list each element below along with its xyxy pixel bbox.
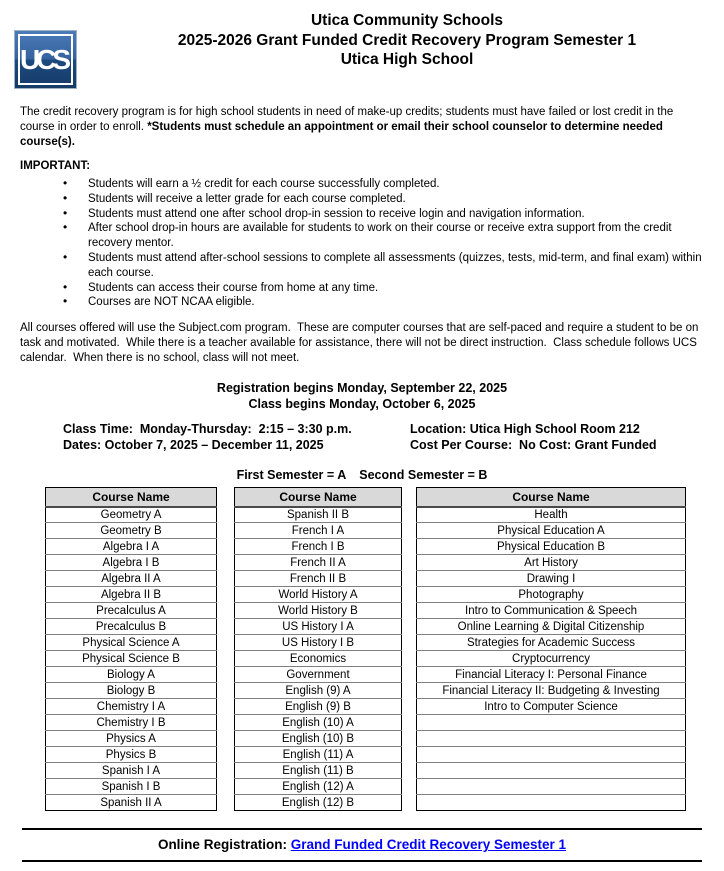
course-row <box>46 667 217 683</box>
course-row <box>235 731 402 747</box>
ucs-logo <box>14 30 77 89</box>
cost-line: Cost Per Course: No Cost: Grant Funded <box>410 438 657 453</box>
bullet-icon: • <box>63 220 68 235</box>
course-cell: Precalculus B <box>46 619 217 635</box>
course-row <box>417 731 686 747</box>
course-row <box>417 763 686 779</box>
course-cell: Drawing I <box>417 571 686 587</box>
course-cell: Intro to Communication & Speech <box>417 603 686 619</box>
course-cell: Intro to Computer Science <box>417 699 686 715</box>
course-row <box>235 603 402 619</box>
course-name-header: Course Name <box>417 488 686 507</box>
course-row <box>235 523 402 539</box>
course-name-header: Course Name <box>235 488 402 507</box>
program-paragraph: All courses offered will use the Subject.com program. These are computer courses that are self-paced and require a student to be on task and motivated. While there is a teacher available for assistance, there will not be direct instruction. Class schedule follows UCS calendar. When there is no school, class will not meet. <box>20 322 702 365</box>
course-cell: Algebra II A <box>46 571 217 587</box>
course-table-2-wrap <box>234 487 402 811</box>
course-cell: Financial Literacy II: Budgeting & Investing <box>417 683 686 699</box>
course-row <box>417 635 686 651</box>
bullet-text: Students must attend after-school sessions to complete all assessments (quizzes, tests, mid-term, and final exam) within each course. <box>88 251 705 279</box>
course-row <box>46 779 217 795</box>
intro-text: The credit recovery program is for high school students in need of make-up credits; students must have failed or lost credit in the course in order to enroll. <box>20 106 677 133</box>
bullet-icon: • <box>63 190 68 205</box>
bullet-text: Students can access their course from home at any time. <box>88 281 379 294</box>
course-row <box>235 635 402 651</box>
ucs-logo-text: UCS <box>19 43 68 75</box>
course-row <box>235 587 402 603</box>
course-row <box>417 683 686 699</box>
course-cell: US History I B <box>235 635 402 651</box>
course-table-2 <box>234 487 402 811</box>
course-row <box>235 571 402 587</box>
bullet-item <box>63 192 704 207</box>
course-cell: Financial Literacy I: Personal Finance <box>417 667 686 683</box>
course-row <box>235 747 402 763</box>
course-row <box>46 747 217 763</box>
course-cell: Cryptocurrency <box>417 651 686 667</box>
course-cell: Photography <box>417 587 686 603</box>
bullet-item <box>63 281 704 296</box>
course-cell: English (12) B <box>235 795 402 811</box>
course-table-3 <box>416 487 686 811</box>
course-row <box>417 747 686 763</box>
course-cell <box>417 763 686 779</box>
course-row <box>417 571 686 587</box>
course-cell: Art History <box>417 555 686 571</box>
course-cell: Physics B <box>46 747 217 763</box>
course-cell: Physics A <box>46 731 217 747</box>
course-row <box>235 667 402 683</box>
course-cell <box>417 779 686 795</box>
course-cell: Geometry A <box>46 507 217 523</box>
course-cell: Online Learning & Digital Citizenship <box>417 619 686 635</box>
course-cell: Chemistry I A <box>46 699 217 715</box>
course-row <box>46 651 217 667</box>
course-cell: French I B <box>235 539 402 555</box>
course-row <box>417 795 686 811</box>
course-row <box>235 779 402 795</box>
course-name-header: Course Name <box>46 488 217 507</box>
course-cell: Economics <box>235 651 402 667</box>
course-cell: Spanish I A <box>46 763 217 779</box>
class-time-line: Class Time: Monday-Thursday: 2:15 – 3:30 p.m. <box>63 421 352 436</box>
course-row <box>417 779 686 795</box>
course-cell: US History I A <box>235 619 402 635</box>
course-row <box>235 555 402 571</box>
course-row <box>46 731 217 747</box>
course-cell: World History B <box>235 603 402 619</box>
course-row <box>417 523 686 539</box>
course-cell: English (11) A <box>235 747 402 763</box>
course-cell: English (11) B <box>235 763 402 779</box>
course-cell: Spanish II B <box>235 507 402 523</box>
course-cell: English (10) B <box>235 731 402 747</box>
bullet-item <box>63 221 704 251</box>
course-cell <box>417 747 686 763</box>
location-line: Location: Utica High School Room 212 <box>410 421 640 436</box>
course-cell: English (12) A <box>235 779 402 795</box>
course-row <box>417 603 686 619</box>
course-row <box>235 619 402 635</box>
course-table-3-wrap <box>416 487 686 811</box>
course-cell: Algebra II B <box>46 587 217 603</box>
course-row <box>46 763 217 779</box>
course-cell: Physical Science B <box>46 651 217 667</box>
course-row <box>417 699 686 715</box>
course-row <box>46 635 217 651</box>
semester-key <box>20 468 704 482</box>
bullet-icon: • <box>63 176 68 190</box>
course-row <box>235 539 402 555</box>
document-header <box>0 0 724 97</box>
bullet-item <box>63 251 704 281</box>
intro-bold-note: *Students must schedule an appointment or email their school counselor to determine needed course(s). <box>20 121 667 148</box>
course-cell: Strategies for Academic Success <box>417 635 686 651</box>
course-cell: Precalculus A <box>46 603 217 619</box>
course-row <box>46 523 217 539</box>
course-cell: Physical Education B <box>417 539 686 555</box>
course-row <box>417 507 686 523</box>
course-row <box>417 587 686 603</box>
course-row <box>417 667 686 683</box>
course-row <box>46 539 217 555</box>
course-cell: English (10) A <box>235 715 402 731</box>
online-registration-line <box>20 830 704 860</box>
course-cell: English (9) A <box>235 683 402 699</box>
bullet-item <box>63 295 704 310</box>
online-registration-label: Online Registration: <box>157 837 291 853</box>
divider-bottom <box>22 860 702 862</box>
course-row <box>235 795 402 811</box>
course-cell <box>417 731 686 747</box>
course-row <box>417 619 686 635</box>
course-cell: Biology A <box>46 667 217 683</box>
course-tables <box>45 487 704 811</box>
schedule-left-column <box>63 421 410 454</box>
course-cell: Chemistry I B <box>46 715 217 731</box>
schedule-info <box>63 421 704 454</box>
course-table-1-wrap <box>45 487 217 811</box>
course-cell: English (9) B <box>235 699 402 715</box>
registration-dates <box>20 380 704 413</box>
course-row <box>417 555 686 571</box>
course-row <box>417 715 686 731</box>
course-cell: World History A <box>235 587 402 603</box>
course-cell: French I A <box>235 523 402 539</box>
bullet-list <box>20 177 704 310</box>
course-row <box>46 555 217 571</box>
bullet-text: Students must attend one after school drop-in session to receive login and navigation information. <box>88 207 585 220</box>
course-cell: Physical Education A <box>417 523 686 539</box>
bullet-text: Students will earn a ½ credit for each course successfully completed. <box>88 178 440 190</box>
course-cell: Algebra I B <box>46 555 217 571</box>
course-row <box>46 795 217 811</box>
bullet-text: Courses are NOT NCAA eligible. <box>88 296 255 309</box>
course-cell: Health <box>417 507 686 523</box>
dates-line: Dates: October 7, 2025 – December 11, 2025 <box>63 438 324 453</box>
bullet-text: After school drop-in hours are available for students to work on their course or receive extra support from the credit recovery mentor. <box>88 222 675 250</box>
registration-begins-line: Registration begins Monday, September 22, 2025 <box>216 381 508 396</box>
course-cell: Government <box>235 667 402 683</box>
course-row <box>235 683 402 699</box>
course-row <box>46 683 217 699</box>
course-cell: French II B <box>235 571 402 587</box>
bullet-item <box>63 177 704 192</box>
title-line-program: 2025-2026 Grant Funded Credit Recovery Program Semester 1 <box>177 31 637 49</box>
page-title <box>100 0 714 70</box>
course-row <box>46 587 217 603</box>
course-row <box>46 507 217 523</box>
course-row <box>417 651 686 667</box>
schedule-right-column <box>410 421 704 454</box>
course-row <box>46 571 217 587</box>
course-row <box>46 619 217 635</box>
course-cell: Spanish II A <box>46 795 217 811</box>
course-cell <box>417 715 686 731</box>
semester-b-label: Second Semester = B <box>359 468 488 483</box>
footer <box>20 828 704 862</box>
bullet-text: Students will receive a letter grade for each course completed. <box>88 192 406 205</box>
bullet-item <box>63 207 704 222</box>
course-row <box>235 651 402 667</box>
course-cell: Geometry B <box>46 523 217 539</box>
course-cell <box>417 795 686 811</box>
bullet-icon: • <box>63 249 68 264</box>
intro-paragraph <box>20 105 704 150</box>
semester-a-label: First Semester = A <box>236 468 347 483</box>
bullet-icon: • <box>63 294 68 309</box>
course-cell: Physical Science A <box>46 635 217 651</box>
online-registration-link[interactable]: Grand Funded Credit Recovery Semester 1 <box>290 837 567 853</box>
important-heading: IMPORTANT: <box>20 160 91 172</box>
course-row <box>235 507 402 523</box>
course-row <box>46 699 217 715</box>
title-line-district: Utica Community Schools <box>310 12 504 29</box>
title-line-school: Utica High School <box>340 51 474 68</box>
course-row <box>235 699 402 715</box>
class-begins-line: Class begins Monday, October 6, 2025 <box>248 397 476 412</box>
course-cell: Biology B <box>46 683 217 699</box>
course-cell: Spanish I B <box>46 779 217 795</box>
course-row <box>46 715 217 731</box>
course-row <box>235 715 402 731</box>
course-table-1 <box>45 487 217 811</box>
course-cell: French II A <box>235 555 402 571</box>
course-cell: Algebra I A <box>46 539 217 555</box>
course-row <box>46 603 217 619</box>
bullet-icon: • <box>63 205 68 220</box>
course-row <box>235 763 402 779</box>
bullet-icon: • <box>63 279 68 294</box>
course-row <box>417 539 686 555</box>
